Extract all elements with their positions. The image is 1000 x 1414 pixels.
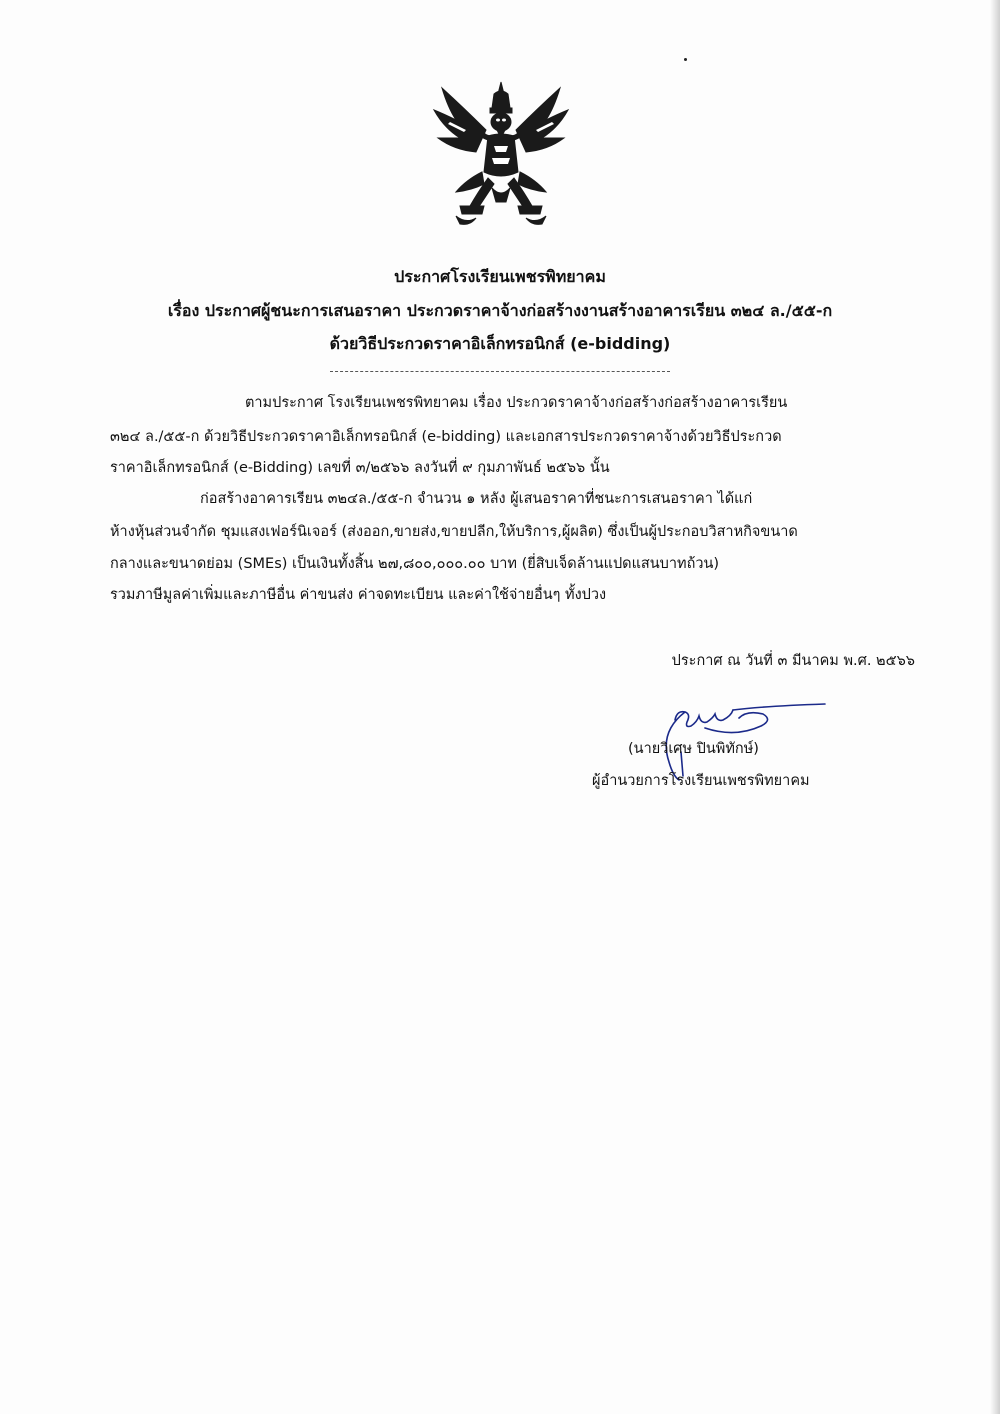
signer-position: ผู้อำนวยการโรงเรียนเพชรพิทยาคม bbox=[592, 773, 810, 789]
announcement-method: ด้วยวิธีประกวดราคาอิเล็กทรอนิกส์ (e-bidding) bbox=[329, 334, 671, 353]
scan-speck bbox=[684, 58, 687, 61]
body-line-7: รวมภาษีมูลค่าเพิ่มและภาษีอื่น ค่าขนส่ง ค่าจดทะเบียน และค่าใช้จ่ายอื่นๆ ทั้งปวง bbox=[110, 587, 607, 603]
signer-name: (นายวิเศษ ปินพิทักษ์) bbox=[628, 741, 759, 757]
scan-edge-shadow bbox=[990, 0, 1000, 1414]
signature-icon bbox=[655, 692, 835, 782]
garuda-emblem-icon bbox=[426, 80, 576, 230]
announcement-date: ประกาศ ณ วันที่ ๓ มีนาคม พ.ศ. ๒๕๖๖ bbox=[671, 653, 915, 669]
body-line-2: ๓๒๔ ล./๕๕-ก ด้วยวิธีประกวดราคาอิเล็กทรอนิกส์ (e-bidding) และเอกสารประกวดราคาจ้างด้วยวิธีประกวด bbox=[110, 429, 782, 445]
body-line-6: กลางและขนาดย่อม (SMEs) เป็นเงินทั้งสิ้น ๒๗,๘๐๐,๐๐๐.๐๐ บาท (ยี่สิบเจ็ดล้านแปดแสนบาทถ้วน) bbox=[110, 556, 720, 572]
announcement-subject: เรื่อง ประกาศผู้ชนะการเสนอราคา ประกวดราคาจ้างก่อสร้างงานสร้างอาคารเรียน ๓๒๔ ล./๕๕-ก bbox=[167, 301, 833, 320]
body-line-3: ราคาอิเล็กทรอนิกส์ (e-Bidding) เลขที่ ๓/๒๕๖๖ ลงวันที่ ๙ กุมภาพันธ์ ๒๕๖๖ นั้น bbox=[110, 460, 610, 476]
body-line-4: ก่อสร้างอาคารเรียน ๓๒๔ล./๕๕-ก จำนวน ๑ หลัง ผู้เสนอราคาที่ชนะการเสนอราคา ได้แก่ bbox=[200, 491, 753, 507]
divider-line bbox=[330, 371, 670, 372]
announcement-title: ประกาศโรงเรียนเพชรพิทยาคม bbox=[394, 267, 606, 286]
body-line-1: ตามประกาศ โรงเรียนเพชรพิทยาคม เรื่อง ประกวดราคาจ้างก่อสร้างก่อสร้างอาคารเรียน bbox=[245, 395, 788, 411]
body-line-5: ห้างหุ้นส่วนจำกัด ชุมแสงเฟอร์นิเจอร์ (ส่งออก,ขายส่ง,ขายปลีก,ให้บริการ,ผู้ผลิต) ซึ่งเป็นผู้ประกอบวิสาหกิจขนาด bbox=[110, 524, 798, 540]
